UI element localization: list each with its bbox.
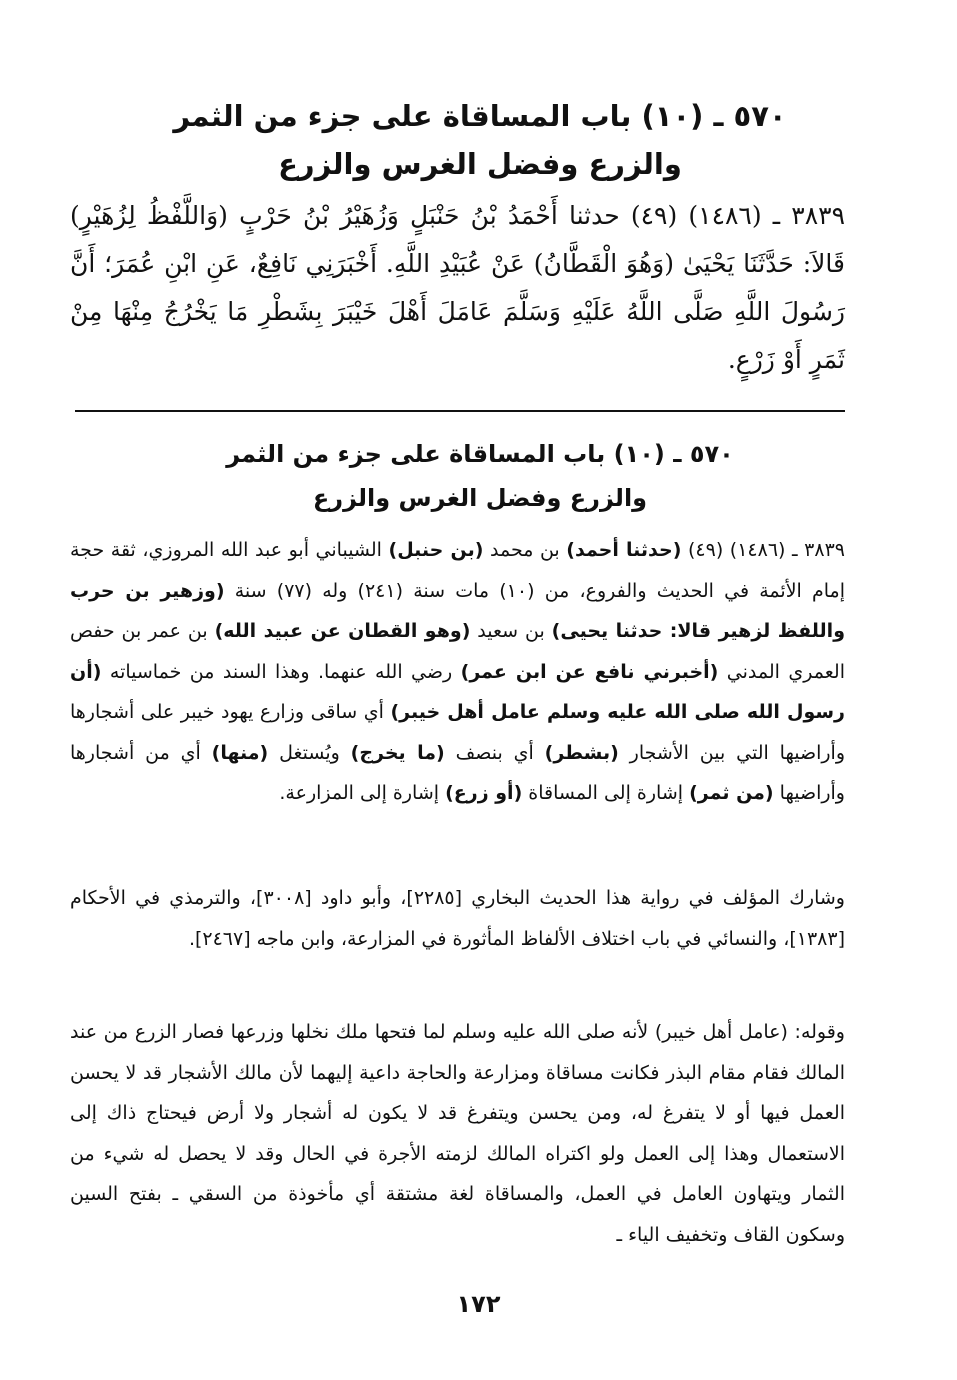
text-run: بن عمر بن حفص العمري المدني [70,620,845,683]
commentary-paragraph-2: وشارك المؤلف في رواية هذا الحديث البخاري [٢٢٨٥]، وأبو داود [٣٠٠٨]، والترمذي في الأحكام [١٣٨٣]، والنسائي في باب اختلاف الألفاظ المأثورة في المزارعة، وابن ماجه [٢٤٦٧]. [70,887,845,950]
text-run: إشارة إلى المساقاة [522,782,690,804]
chapter-heading-line1: ٥٧٠ ـ (١٠) باب المساقاة على جزء من الثمر [173,99,787,133]
hadith-text: ٣٨٣٩ ـ (١٤٨٦) (٤٩) حدثنا أَحْمَدُ بْنُ حَنْبَلٍ وَزُهَيْرُ بْنُ حَرْبٍ (وَاللَّفْظُ لِزُهَيْرٍ) قَالاَ: حَدَّثَنَا يَحْيَىٰ (وَهُوَ الْقَطَّانُ) عَنْ عُبَيْدِ اللَّهِ. أَخْبَرَنِي نَافِعٌ، عَنِ ابْنِ عُمَرَ؛ أَنَّ رَسُولَ اللَّهِ صَلَّى اللَّهُ عَلَيْهِ وَسَلَّمَ عَامَلَ أَهْلَ خَيْبَرَ بِشَطْرِ مَا يَخْرُجُ مِنْهَا مِنْ ثَمَرٍ أَوْ زَرْعٍ. [70,201,845,374]
text-run: أي ساقى وزارع يهود خيبر على أشجارها وأراضيها التي بين الأشجار [70,701,845,764]
commentary-paragraph-3: وقوله: (عامل أهل خيبر) لأنه صلى الله عليه وسلم لما فتحها ملك نخلها وزرعها فصار الزرع من عند المالك فقام مقام البذر فكانت مساقاة ومزارعة والحاجة داعية إليهما لأن مالك الأشجار قد لا يحسن العمل فيها أو لا يتفرغ له، ومن يحسن ويتفرغ قد لا يكون له أشجار ولا أرض فيحتاج ذاك إلى الاستعمال وهذا إلى العمل ولو اكتراه المالك لزمته الأجرة في الحال وقد لا يحصل له شيء من الثمار ويتهاون العامل في العمل، والمساقاة لغة مشتقة أي مأخوذة من السقي ـ بفتح السين وسكون القاف وتخفيف الياء ـ [70,1021,845,1246]
quoted-text: (منها) [211,741,269,764]
quoted-text: (أو زرع) [445,782,523,804]
chapter-heading-line2: والزرع وفضل الغرس والزرع [278,147,682,181]
commentary-heading [140,432,820,520]
text-run: أي بنصف [444,741,545,764]
text-run: بن سعيد [470,620,552,642]
text-run: إشارة إلى المزارعة. [279,782,446,804]
quoted-text: (بن حنبل) [388,539,484,561]
commentary-heading-line1: ٥٧٠ ـ (١٠) باب المساقاة على جزء من الثمر [226,440,734,468]
quoted-text: (وزهير بن حرب واللفظ لزهير قالا: حدثنا يحيى) [70,579,846,642]
text-run: أي من أشجارها وأراضيها [70,741,845,804]
quoted-text: (حدثنا أحمد) [566,539,682,561]
quoted-text: (أخبرني نافع عن ابن عمر) [460,660,719,683]
quoted-text: (بشطر) [544,741,619,764]
text-run: بن محمد [483,539,567,561]
section-divider [75,410,845,412]
quoted-text: (ما يخرج) [350,741,445,764]
quoted-text: (أن رسول الله صلى الله عليه وسلم عامل أهل خيبر) [70,660,845,723]
quoted-text: (من ثمر) [689,782,774,804]
chapter-heading-top [140,92,820,188]
text-run: ويُستغل [268,741,351,764]
commentary-paragraph-1 [70,530,845,814]
text-run: رضي الله عنهما. وهذا السند من خماسياته [101,660,461,683]
quoted-text: (وهو القطان عن عبيد الله) [214,620,471,642]
page-number: ١٧٢ [456,1290,501,1318]
text-run: ٣٨٣٩ ـ (١٤٨٦) (٤٩) [681,539,845,561]
text-run: الشيباني أبو عبد الله المروزي، ثقة حجة إمام الأئمة في الحديث والفروع، من (١٠) مات سنة (٢٤١) وله (٧٧) سنة [70,539,845,602]
commentary-heading-line2: والزرع وفضل الغرس والزرع [312,484,648,512]
